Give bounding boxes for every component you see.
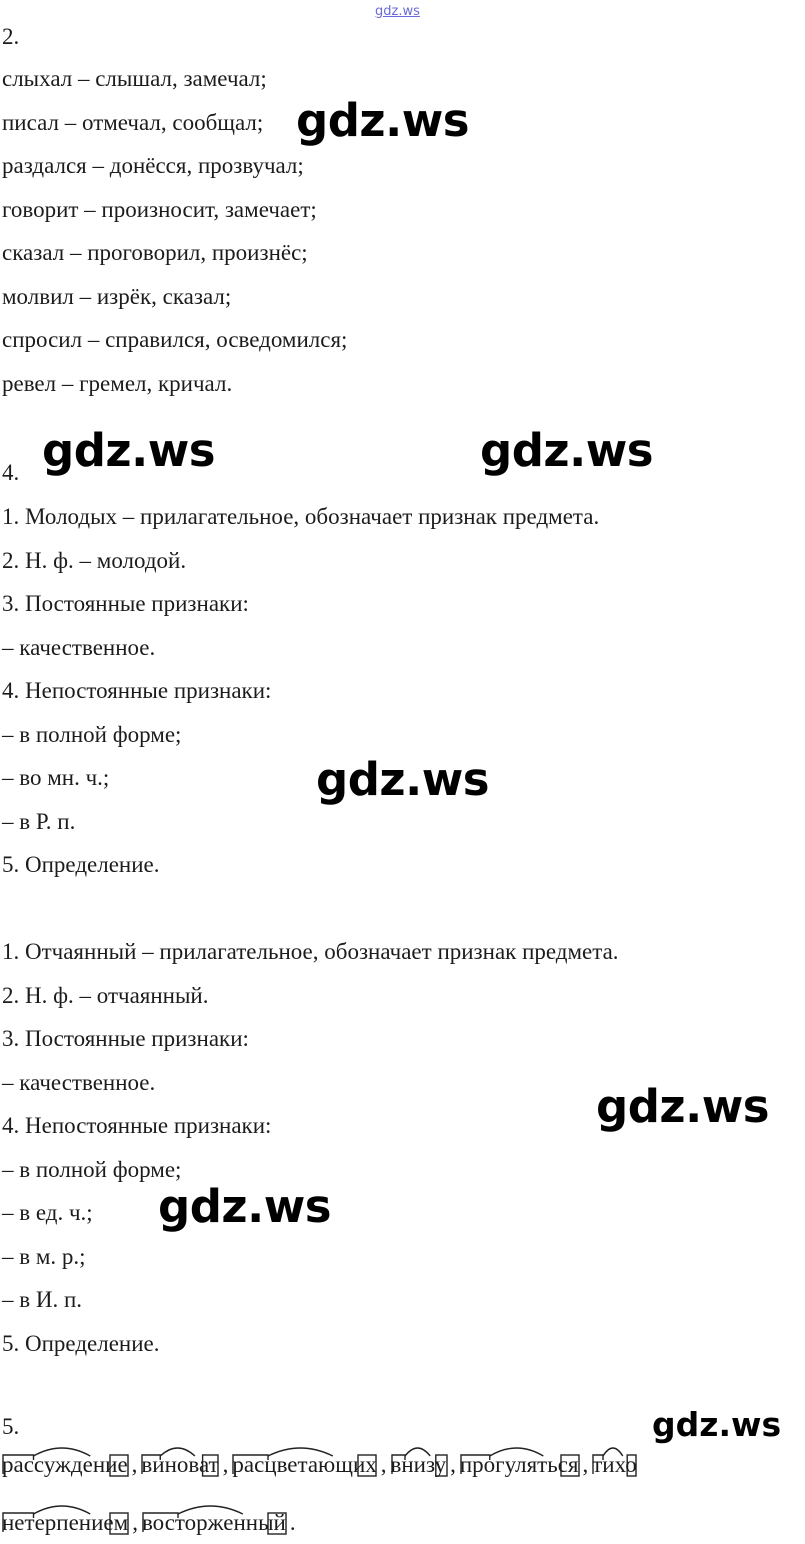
parsed-word-text: рассуждение xyxy=(2,1452,128,1477)
parsed-word xyxy=(2,1442,128,1478)
synonym-line: писал – отмечал, сообщал; xyxy=(2,109,264,135)
analysis-1-line: – в полной форме; xyxy=(2,721,182,747)
analysis-1-line: 1. Молодых – прилагательное, обозначает признак предмета. xyxy=(2,504,600,529)
parsed-word xyxy=(142,1500,286,1536)
parsed-word xyxy=(391,1442,447,1478)
comma-separator: , xyxy=(132,1510,138,1535)
comma-separator: , xyxy=(222,1452,229,1477)
parsed-word-text: прогуляться xyxy=(459,1452,579,1477)
synonym-line: спросил – справился, осведомился; xyxy=(2,327,348,352)
parsed-word-text: внизу xyxy=(390,1452,447,1477)
analysis-2-line: – в м. р.; xyxy=(2,1243,86,1269)
watermark: gdz.ws xyxy=(480,424,654,477)
section-2-number: 2. xyxy=(2,24,20,49)
comma-separator: , xyxy=(582,1452,589,1477)
watermark-link[interactable]: gdz.ws xyxy=(375,4,420,19)
comma-separator: , xyxy=(380,1452,387,1477)
section-5-number: 5. xyxy=(2,1414,20,1439)
parsed-word-text: расцветающих xyxy=(232,1452,377,1477)
analysis-2-line: 3. Постоянные признаки: xyxy=(2,1026,249,1051)
section-4-number: 4. xyxy=(2,460,20,485)
analysis-1-line: 3. Постоянные признаки: xyxy=(2,591,249,616)
analysis-1-line: 5. Определение. xyxy=(2,852,160,877)
analysis-2-line: 1. Отчаянный – прилагательное, обозначает признак предмета. xyxy=(2,939,619,964)
synonym-line: слыхал – слышал, замечал; xyxy=(2,66,267,91)
analysis-2-line: 5. Определение. xyxy=(2,1330,160,1356)
synonym-line: молвил – изрёк, сказал; xyxy=(2,283,232,309)
analysis-2-line: – в ед. ч.; xyxy=(2,1200,93,1225)
parsed-word-text: тихо xyxy=(592,1452,637,1477)
watermark: gdz.ws xyxy=(596,1080,770,1133)
parsed-word xyxy=(460,1442,579,1478)
watermark: gdz.ws xyxy=(296,94,470,147)
comma-separator: , xyxy=(450,1452,456,1477)
parsed-word-text: восторженный xyxy=(141,1510,286,1535)
analysis-2-line: 2. Н. ф. – отчаянный. xyxy=(2,982,209,1008)
synonym-line: раздался – донёсся, прозвучал; xyxy=(2,153,304,178)
parsed-word-text: виноват xyxy=(141,1452,219,1477)
analysis-1-line: – в Р. п. xyxy=(2,808,76,834)
watermark: gdz.ws xyxy=(42,424,216,477)
synonym-line: ревел – гремел, кричал. xyxy=(2,370,233,396)
synonym-line: сказал – проговорил, произнёс; xyxy=(2,240,308,265)
parsed-word-text: нетерпением xyxy=(2,1510,129,1535)
parsed-word xyxy=(592,1442,636,1478)
analysis-1-line: 4. Непостоянные признаки: xyxy=(2,678,272,703)
watermark: gdz.ws xyxy=(316,753,490,806)
watermark: gdz.ws xyxy=(158,1180,332,1233)
comma-separator: , xyxy=(131,1452,138,1477)
parsed-word xyxy=(141,1442,218,1478)
analysis-1-line: – во мн. ч.; xyxy=(2,765,110,790)
parsed-word xyxy=(232,1442,376,1478)
analysis-1-line: 2. Н. ф. – молодой. xyxy=(2,547,187,573)
analysis-2-line: – в полной форме; xyxy=(2,1156,182,1182)
period: . xyxy=(289,1510,296,1535)
word-parse-row-1 xyxy=(2,1438,637,1478)
analysis-1-line: – качественное. xyxy=(2,634,156,660)
analysis-2-line: 4. Непостоянные признаки: xyxy=(2,1113,272,1138)
analysis-2-line: – в И. п. xyxy=(2,1287,83,1312)
watermark: gdz.ws xyxy=(652,1405,782,1444)
analysis-2-line: – качественное. xyxy=(2,1069,156,1095)
word-parse-row-2 xyxy=(2,1496,300,1536)
parsed-word xyxy=(2,1500,128,1536)
synonym-line: говорит – произносит, замечает; xyxy=(2,196,317,222)
